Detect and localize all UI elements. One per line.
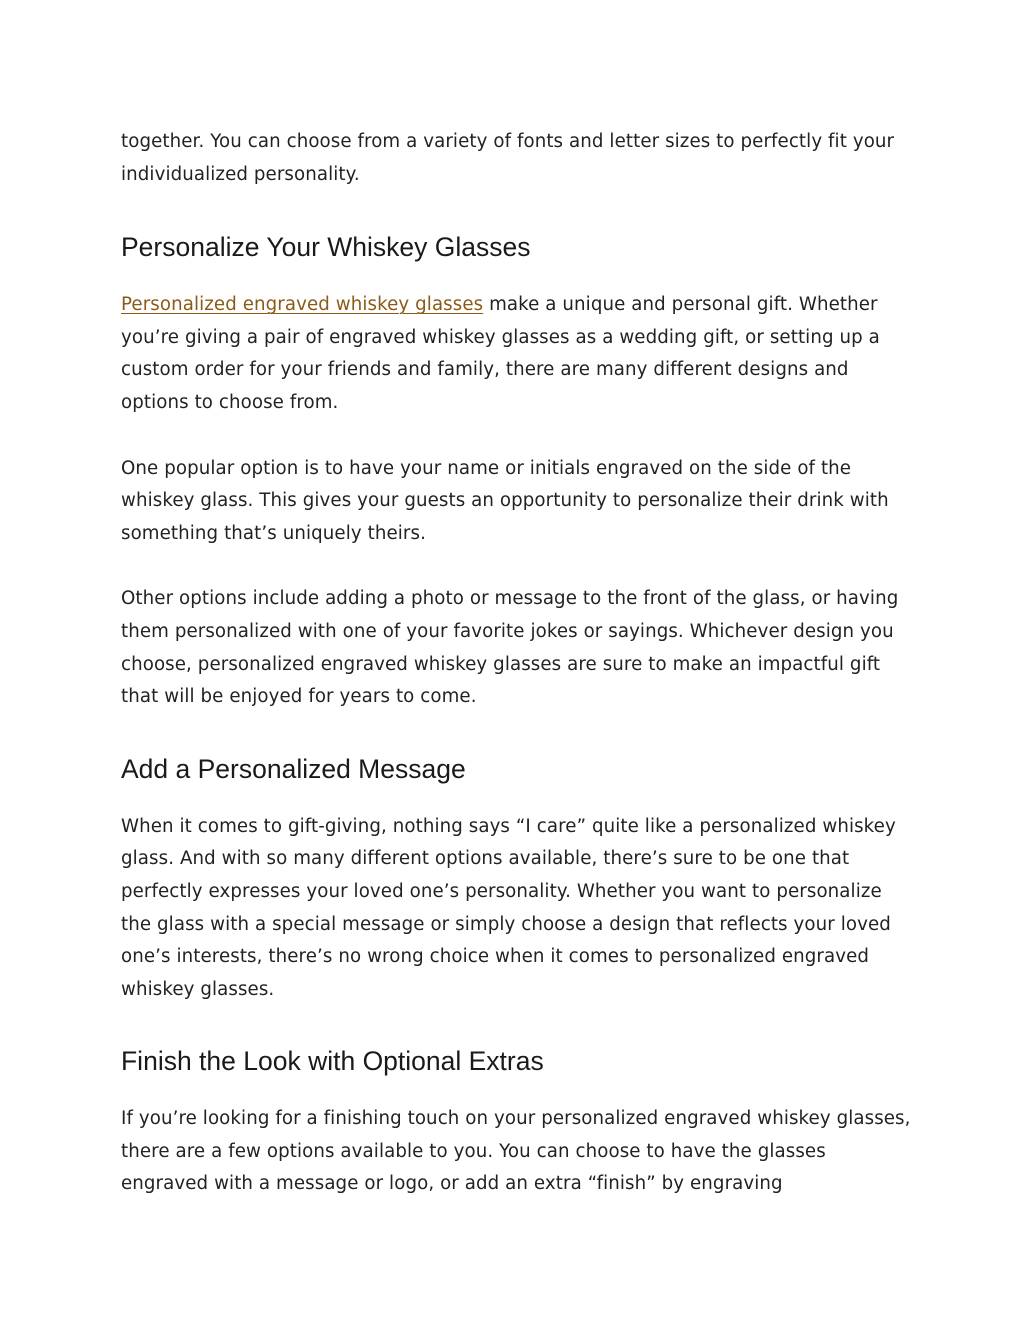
section3-paragraph1: If you’re looking for a finishing touch on your personalized engraved whiskey glasses, there are a few options available to you. You can choose to have the glasses engraved with a message or logo, or add an extra “finish” by engraving — [121, 1108, 911, 1195]
section-heading-personalize: Personalize Your Whiskey Glasses — [121, 232, 531, 263]
section1-paragraph2: One popular option is to have your name or initials engraved on the side of the whiskey glass. This gives your guests an opportunity to personalize their drink with something that’s uniquely theirs. — [121, 457, 889, 544]
section1-paragraph1 — [121, 289, 911, 419]
section2-paragraph1: When it comes to gift-giving, nothing says “I care” quite like a personalized whiskey glass. And with so many different options available, there’s sure to be one that perfectly expresses your loved one’s personality. Whether you want to personalize the glass with a special message or simply choose a design that reflects your loved one’s interests, there’s no wrong choice when it comes to personalized engraved whiskey glasses. — [121, 815, 896, 1000]
section-heading-message: Add a Personalized Message — [121, 753, 466, 784]
intro-paragraph: together. You can choose from a variety of fonts and letter sizes to perfectly fit your individualized personality. — [121, 131, 895, 185]
document-page — [121, 124, 911, 1201]
whiskey-glasses-link[interactable]: Personalized engraved whiskey glasses — [121, 294, 484, 316]
section1-paragraph3: Other options include adding a photo or message to the front of the glass, or having them personalized with one of your favorite jokes or sayings. Whichever design you choose, personalized engraved whiskey glasses are sure to make an impactful gift that will be enjoyed for years to come. — [121, 588, 899, 708]
section1-paragraph1-text: make a unique and personal gift. Whether you’re giving a pair of engraved whiskey glasses as a wedding gift, or setting up a custom order for your friends and family, there are many different designs and options to choose from. — [121, 294, 880, 413]
section-heading-extras: Finish the Look with Optional Extras — [121, 1046, 544, 1077]
